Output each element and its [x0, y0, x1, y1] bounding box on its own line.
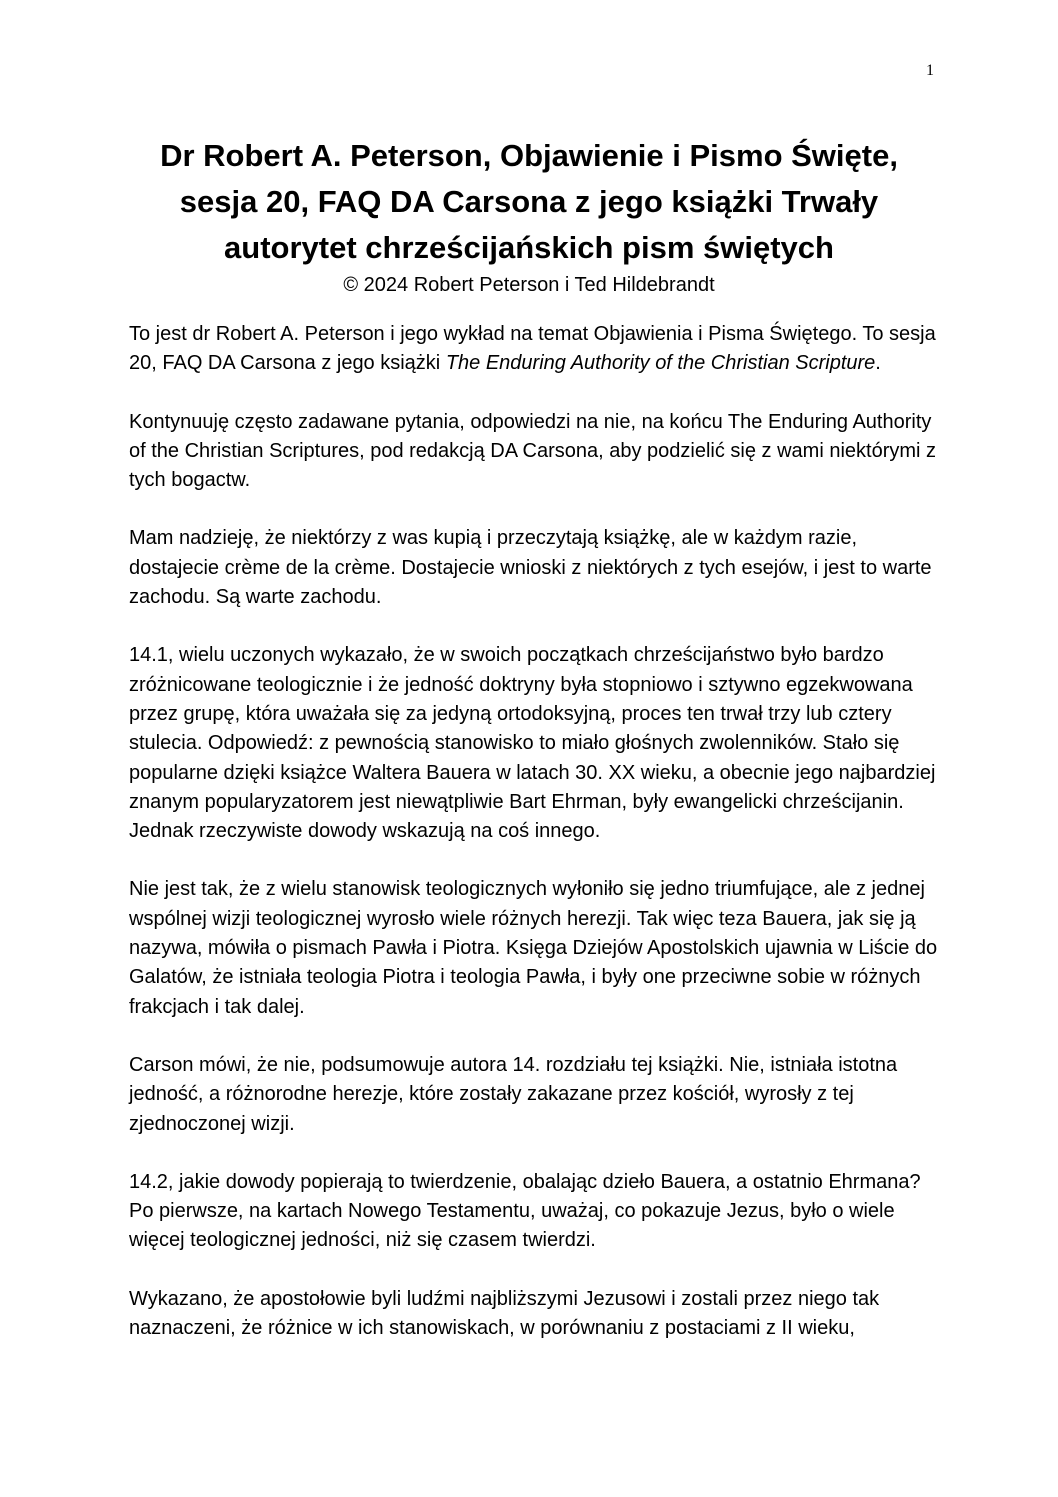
document-title	[120, 133, 938, 271]
paragraph-4: 14.1, wielu uczonych wykazało, że w swoich początkach chrześcijaństwo było bardzo zróżnicowane teologicznie i że jedność doktryny była stopniowo i sztywno egzekwowana przez grupę, która uważała się za jedyną ortodoksyjną, proces ten trwał trzy lub cztery stulecia. Odpowiedź: z pewnością stanowisko to miało głośnych zwolenników. Stało się popularne dzięki książce Waltera Bauera w latach 30. XX wieku, a obecnie jego najbardziej znanym popularyzatorem jest niewątpliwie Bart Ehrman, były ewangelicki chrześcijanin. Jednak rzeczywiste dowody wskazują na coś innego.	[129, 644, 936, 843]
paragraph-intro	[129, 320, 941, 379]
paragraph-8: Wykazano, że apostołowie byli ludźmi najbliższymi Jezusowi i zostali przez niego tak naznaczeni, że różnice w ich stanowiskach, w porównaniu z postaciami z II wieku,	[129, 1287, 880, 1340]
paragraph-3: Mam nadzieję, że niektórzy z was kupią i przeczytają książkę, ale w każdym razie, dostajecie crème de la crème. Dostajecie wnioski z niektórych z tych esejów, i jest to warte zachodu. Są warte zachodu.	[129, 527, 932, 609]
book-title-italic: The Enduring Authority of the Christian Scripture	[445, 352, 876, 375]
intro-text: To jest dr Robert A. Peterson i jego wykład na temat Objawienia i Pisma Świętego. To sesja 20, FAQ DA Carsona z jego książki	[129, 323, 936, 375]
title-line-1: Dr Robert A. Peterson, Objawienie i Pismo Święte,	[160, 138, 898, 173]
paragraph-6: Carson mówi, że nie, podsumowuje autora 14. rozdziału tej książki. Nie, istniała istotna jedność, a różnorodne herezje, które zostały zakazane przez kościół, wyrosły z tej zjednoczonej wizji.	[129, 1053, 898, 1135]
intro-end: .	[875, 352, 881, 375]
title-line-2: sesja 20, FAQ DA Carsona z jego książki Trwały	[179, 184, 879, 219]
copyright-line: © 2024 Robert Peterson i Ted Hildebrandt	[343, 274, 715, 296]
paragraph-7: 14.2, jakie dowody popierają to twierdzenie, obalając dzieło Bauera, a ostatnio Ehrmana? Po pierwsze, na kartach Nowego Testamentu, uważaj, co pokazuje Jezus, było o wiele więcej teologicznej jedności, niż się czasem twierdzi.	[129, 1170, 921, 1252]
title-line-3: autorytet chrześcijańskich pism świętych	[224, 230, 834, 265]
paragraph-2: Kontynuuję często zadawane pytania, odpowiedzi na nie, na końcu The Enduring Authority of the Christian Scriptures, pod redakcją DA Carsona, aby podzielić się z wami niektórymi z tych bogactw.	[129, 410, 937, 492]
paragraph-5: Nie jest tak, że z wielu stanowisk teologicznych wyłoniło się jedno triumfujące, ale z jednej wspólnej wizji teologicznej wyrosło wiele różnych herezji. Tak więc teza Bauera, jak się ją nazywa, mówiła o pismach Pawła i Piotra. Księga Dziejów Apostolskich ujawnia w Liście do Galatów, że istniała teologia Piotra i teologia Pawła, i były one przeciwne sobie w różnych frakcjach i tak dalej.	[129, 878, 938, 1018]
document-body	[129, 320, 941, 1372]
title-block	[120, 133, 938, 299]
page-number: 1	[926, 62, 934, 79]
